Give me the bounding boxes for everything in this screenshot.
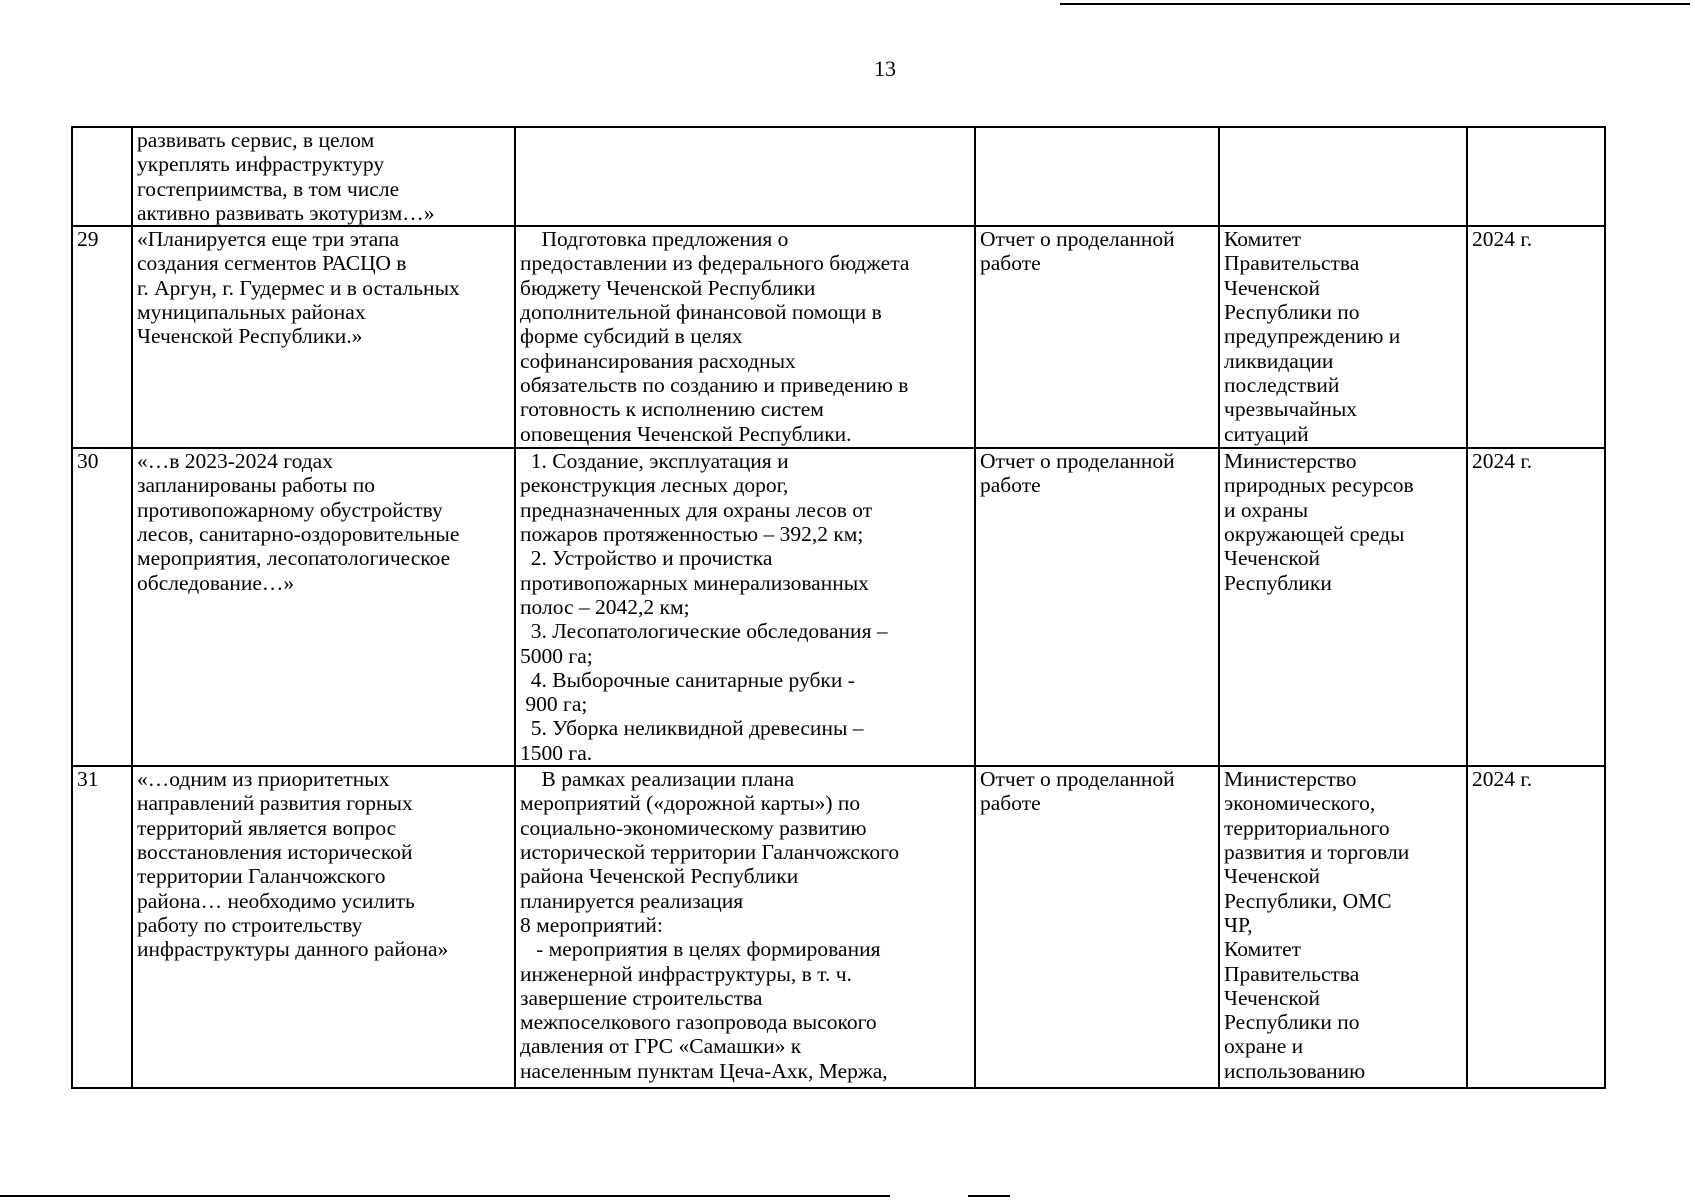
text-line: пожаров протяженностью – 392,2 км; [520,522,864,547]
measures-cell [515,226,975,448]
text-line: развития и торговли [1224,840,1410,865]
text-line: «Планируется еще три этапа [137,227,399,252]
text-line: развивать сервис, в целом [137,128,375,152]
text-line: Чеченской [1224,864,1320,889]
quote-cell [132,226,515,448]
text-line: 900 га; [520,692,588,717]
text-line: ЧР, [1224,912,1253,937]
text-line: и охраны [1224,497,1309,522]
text-line: мероприятий («дорожной карты») по [520,791,861,816]
text-line: Министерство [1224,767,1357,792]
executor-cell [1219,127,1467,226]
text-line: социально-экономическому развитию [520,815,867,840]
text-line: восстановления исторической [137,840,413,865]
text-line: Комитет [1224,937,1302,962]
deadline-cell: 2024 г. [1467,448,1605,766]
text-line: укреплять инфраструктуру [137,152,385,177]
table-row [72,127,1605,226]
executor-cell [1219,226,1467,448]
text-line: 2. Устройство и прочистка [520,546,773,571]
text-line: природных ресурсов [1224,473,1414,498]
table-row [72,226,1605,448]
text-line: давления от ГРС «Самашки» к [520,1034,802,1059]
text-line: Отчет о проделанной [980,767,1175,792]
text-line: - мероприятия в целях формирования [520,937,881,962]
report-form-cell [975,127,1219,226]
text-line: работу по строительству [137,912,363,937]
row-number-cell: 30 [72,448,132,766]
report-form-cell [975,226,1219,448]
scan-edge-top [1060,3,1690,5]
quote-cell [132,127,515,226]
text-line: планируется реализация [520,888,744,913]
text-line: 1. Создание, эксплуатация и [520,449,789,474]
text-line: 5. Уборка неликвидной древесины – [520,716,864,741]
text-line: территории Галанчожского [137,864,386,889]
text-line: Республики по [1224,1010,1360,1035]
text-line: обследование…» [137,570,295,595]
deadline-cell [1467,127,1605,226]
text-line: Чеченской [1224,985,1320,1010]
text-line: «…одним из приоритетных [137,767,390,792]
text-line: форме субсидий в целях [520,324,743,349]
text-line: ситуаций [1224,421,1309,446]
text-line: муниципальных районах [137,300,366,325]
text-line: района… необходимо усилить [137,888,415,913]
deadline-cell: 2024 г. [1467,226,1605,448]
text-line: гостеприимства, в том числе [137,176,400,201]
text-line: оповещения Чеченской Республики. [520,421,852,446]
text-line: ликвидации [1224,348,1334,373]
text-line: Чеченской Республики.» [137,324,363,349]
text-line: 3. Лесопатологические обследования – [520,619,888,644]
text-line: работе [980,473,1041,498]
text-line: экономического, [1224,791,1376,816]
text-line: обязательств по созданию и приведению в [520,372,909,397]
text-line: охране и [1224,1034,1304,1059]
text-line: населенным пунктам Цеча-Ахк, Мержа, [520,1058,888,1083]
text-line: дополнительной финансовой помощи в [520,300,882,325]
text-line: предназначенных для охраны лесов от [520,497,873,522]
deadline-cell: 2024 г. [1467,766,1605,1088]
text-line: территорий является вопрос [137,815,397,840]
text-line: бюджету Чеченской Республики [520,275,816,300]
text-line: 8 мероприятий: [520,912,663,937]
row-number-cell: 31 [72,766,132,1088]
row-number-cell: 29 [72,226,132,448]
text-line: инфраструктуры данного района» [137,937,449,962]
text-line: работе [980,251,1041,276]
text-line: мероприятия, лесопатологическое [137,546,451,571]
report-form-cell [975,766,1219,1088]
text-line: предупреждению и [1224,324,1401,349]
text-line: «…в 2023-2024 годах [137,449,333,474]
text-line: района Чеченской Республики [520,864,799,889]
text-line: полос – 2042,2 км; [520,594,690,619]
text-line: готовность к исполнению систем [520,397,824,422]
text-line: Республики [1224,570,1332,595]
table-row [72,448,1605,766]
text-line: использованию [1224,1058,1366,1083]
text-line: Министерство [1224,449,1357,474]
text-line: предоставлении из федерального бюджета [520,251,910,276]
row-number-cell [72,127,132,226]
quote-cell [132,766,515,1088]
scan-edge-bottom-left [0,1195,890,1197]
text-line: Отчет о проделанной [980,227,1175,252]
text-line: работе [980,791,1041,816]
text-line: направлений развития горных [137,791,413,816]
text-line: Чеченской [1224,546,1320,571]
text-line: территориального [1224,815,1390,840]
text-line: лесов, санитарно-оздоровительные [137,522,460,547]
executor-cell [1219,448,1467,766]
text-line: последствий [1224,372,1340,397]
report-form-cell [975,448,1219,766]
text-line: 4. Выборочные санитарные рубки - [520,667,855,692]
text-line: запланированы работы по [137,473,375,498]
text-line: противопожарному обустройству [137,497,443,522]
text-line: межпоселкового газопровода высокого [520,1010,877,1035]
text-line: Отчет о проделанной [980,449,1175,474]
text-line: Комитет [1224,227,1302,252]
text-line: создания сегментов РАСЦО в [137,251,407,276]
text-line: Республики по [1224,300,1360,325]
text-line: завершение строительства [520,985,763,1010]
page-number: 13 [874,56,896,81]
text-line: чрезвычайных [1224,397,1358,422]
measures-cell [515,448,975,766]
text-line: инженерной инфраструктуры, в т. ч. [520,961,852,986]
measures-cell [515,766,975,1088]
text-line: г. Аргун, г. Гудермес и в остальных [137,275,460,300]
text-line: Республики, ОМС [1224,888,1392,913]
text-line: софинансирования расходных [520,348,796,373]
text-line: 5000 га; [520,643,593,668]
text-line: реконструкция лесных дорог, [520,473,789,498]
measures-cell [515,127,975,226]
text-line: 1500 га. [520,740,593,765]
text-line: Правительства [1224,961,1360,986]
text-line: активно развивать экотуризм…» [137,200,435,225]
text-line: Правительства [1224,251,1360,276]
table-body [72,127,1605,1088]
text-line: исторической территории Галанчожского [520,840,900,865]
text-line: окружающей среды [1224,522,1405,547]
action-plan-table [71,126,1606,1089]
text-line: противопожарных минерализованных [520,570,869,595]
table-row [72,766,1605,1088]
executor-cell [1219,766,1467,1088]
text-line: В рамках реализации плана [520,767,795,792]
quote-cell [132,448,515,766]
text-line: Подготовка предложения о [520,227,789,252]
text-line: Чеченской [1224,275,1320,300]
scan-edge-bottom-right [968,1195,1010,1197]
